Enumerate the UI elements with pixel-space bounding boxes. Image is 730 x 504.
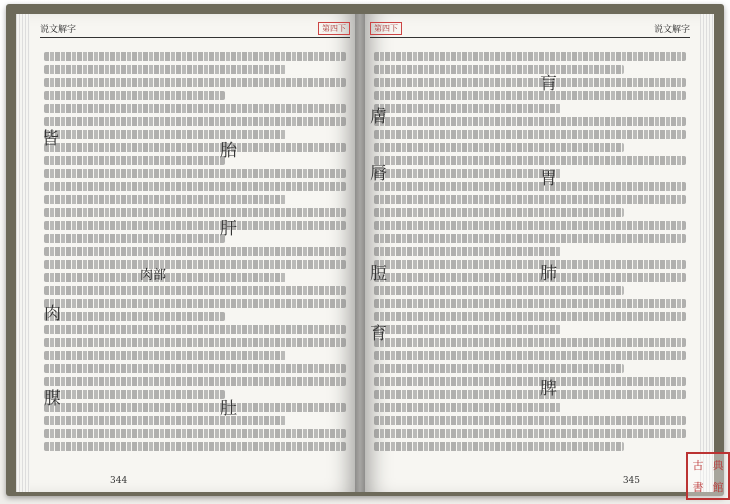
stamp-char: 書 (692, 481, 704, 494)
headword: 脰 (370, 264, 387, 284)
left-text-block (44, 48, 346, 455)
headword: 膚 (370, 107, 387, 127)
header-tag: 第四下 (318, 22, 350, 35)
page-edge-left (16, 14, 30, 492)
library-stamp (686, 452, 730, 500)
right-page (360, 14, 700, 492)
stamp-char: 館 (712, 481, 724, 494)
headword: 育 (370, 324, 387, 344)
header-title: 说文解字 (40, 24, 77, 35)
page-edge-right (700, 14, 714, 492)
headword: 肝 (220, 219, 237, 239)
header-title: 说文解字 (653, 24, 690, 35)
right-page-header (370, 20, 690, 36)
headword: 胎 (220, 141, 237, 161)
page-number: 345 (622, 476, 640, 486)
headword: 肉 (44, 304, 61, 324)
headword: 肓 (540, 74, 557, 94)
page-number: 344 (110, 476, 128, 486)
right-text-block (374, 48, 686, 455)
headword: 胃 (540, 169, 557, 189)
headword: 皆 (42, 129, 59, 149)
book-gutter (355, 14, 365, 492)
headword: 肺 (540, 264, 557, 284)
headword: 腜 (44, 389, 61, 409)
stamp-char: 古 (692, 459, 704, 472)
headword: 脾 (540, 379, 557, 399)
headword: 脣 (370, 164, 387, 184)
stamp-char: 典 (712, 459, 724, 472)
headword: 肚 (220, 399, 237, 419)
header-tag: 第四下 (370, 22, 402, 35)
left-page (30, 14, 360, 492)
section-title: 肉部 (140, 268, 167, 283)
left-page-header (40, 20, 350, 36)
